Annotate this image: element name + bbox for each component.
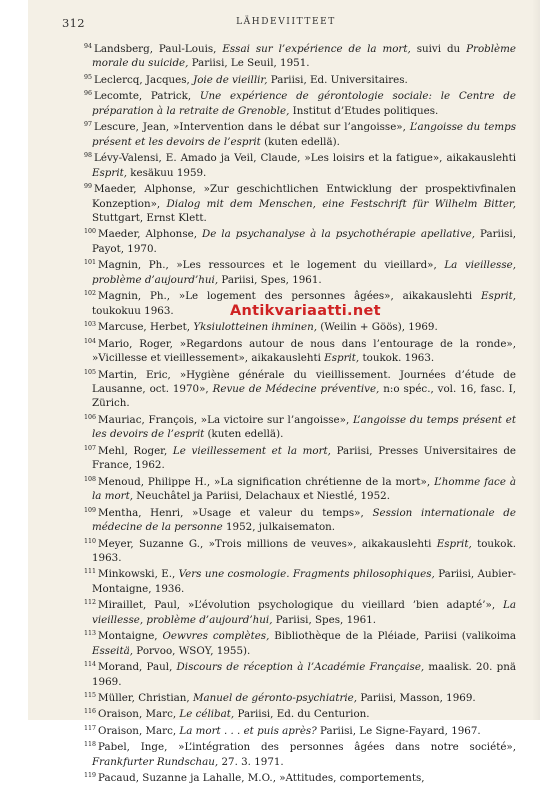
reference-text: toukokuu 1963. [92, 304, 174, 317]
reference-text: (kuten edellä). [260, 135, 340, 148]
reference-text: Leclercq, Jacques, [94, 73, 194, 86]
watermark-text: Antikvariaatti.net [230, 303, 381, 319]
reference-text: Minkowski, E., [98, 568, 179, 581]
reference-text: Oraison, Marc, [98, 708, 180, 721]
reference-title: Une expérience de gérontologie sociale: le Centre de préparation à la retraite de Grenoble, [92, 90, 516, 117]
reference-text: Mauriac, François, »La victoire sur l’angoisse», [98, 413, 353, 426]
reference-entry [84, 256, 516, 287]
reference-text: Neuchâtel ja Pariisi, Delachaux et Niestlé, 1952. [133, 490, 390, 503]
reference-text: (kuten edellä). [204, 428, 284, 441]
reference-text: Magnin, Ph., »Le logement des personnes âgées», aikakauslehti [98, 290, 481, 303]
reference-text: toukok. 1963. [92, 537, 516, 564]
reference-entry [84, 504, 516, 535]
reference-text: Lecomte, Patrick, [94, 90, 200, 103]
reference-text: Magnin, Ph., »Les ressources et le logement du vieillard», [98, 259, 445, 272]
reference-title: Yksiulotteinen ihminen, [193, 321, 317, 334]
reference-number: 115 [84, 692, 97, 700]
reference-title: Dialog mit dem Menschen, eine Festschrift für Wilhelm Bitter, [166, 197, 516, 210]
reference-title: Essai sur l’expérience de la mort, [222, 43, 411, 55]
reference-number: 109 [84, 506, 97, 514]
reference-text: Oraison, Marc, [98, 724, 180, 737]
reference-text: Maeder, Alphonse, [98, 228, 202, 241]
reference-number: 100 [84, 228, 97, 236]
reference-number: 95 [84, 73, 93, 81]
reference-text: Pacaud, Suzanne ja Lahalle, M.O., »Attitudes, comportements, [98, 772, 425, 785]
reference-text: Montaigne, [98, 630, 163, 643]
reference-text: Mario, Roger, »Regardons autour de nous dans l’entourage de la ronde», »Vicillesse et vieillessement», aikakauslehti [92, 337, 516, 365]
reference-number: 108 [84, 475, 97, 483]
page-number: 312 [62, 16, 85, 30]
reference-number: 107 [84, 444, 97, 452]
reference-title: L’angoisse du temps présent et les devoirs de l’esprit [92, 413, 516, 441]
reference-entry [84, 658, 516, 689]
reference-number: 96 [84, 90, 93, 98]
reference-number: 111 [84, 568, 97, 576]
reference-entry [84, 535, 516, 566]
reference-text: Meyer, Suzanne G., »Trois millions de veuves», aikakauslehti [98, 537, 437, 550]
reference-text: Pariisi, Masson, 1969. [357, 692, 476, 705]
reference-title: Oewvres complètes, [162, 630, 270, 643]
reference-entry [84, 118, 516, 149]
reference-entry [84, 769, 516, 785]
reference-number: 116 [84, 708, 97, 716]
reference-title: Esprit, [324, 352, 360, 365]
reference-entry [84, 71, 516, 87]
reference-text: Pariisi, Le Seuil, 1951. [188, 57, 310, 70]
reference-text: Miraillet, Paul, »L’évolution psychologique du vieillard ’bien adapté’», [98, 599, 504, 612]
reference-number: 101 [84, 259, 97, 267]
reference-text: Mehl, Roger, [98, 444, 173, 457]
reference-number: 118 [84, 741, 97, 749]
reference-text: Pariisi, Ed. Universitaires. [267, 73, 408, 86]
reference-number: 117 [84, 724, 97, 732]
reference-text: Martin, Eric, »Hygiène générale du vieillissement. Journées d’étude de Lausanne, oct. 1970», [92, 368, 516, 395]
reference-title: La mort . . . et puis après? [179, 724, 317, 737]
reference-entry [84, 180, 516, 225]
reference-entry [84, 705, 516, 721]
reference-number: 119 [84, 772, 97, 780]
reference-title: Vers une cosmologie. Fragments philosophiques, [178, 568, 435, 581]
reference-number: 106 [84, 413, 97, 421]
reference-title: Le célibat, [179, 708, 235, 721]
reference-text: Pariisi, Presses Universitaires de France, 1962. [92, 444, 516, 472]
reference-text: 27. 3. 1971. [218, 755, 284, 768]
reference-text: Pariisi, Spes, 1961. [272, 613, 377, 626]
reference-number: 110 [84, 537, 97, 545]
reference-entry [84, 40, 516, 71]
reference-text: Pariisi, Aubier-Montaigne, 1936. [92, 568, 516, 595]
reference-number: 94 [84, 43, 93, 50]
reference-number: 99 [84, 183, 93, 191]
reference-title: Manuel de géronto-psychiatrie, [192, 692, 358, 705]
reference-text: Pabel, Inge, »L’intégration des personnes âgées dans notre société», [98, 741, 516, 754]
reference-entry [84, 149, 516, 180]
reference-title: Frankfurter Rundschau, [92, 755, 219, 768]
reference-title: Esprit, [92, 166, 128, 179]
reference-text: (Weilin + Göös), 1969. [316, 321, 438, 334]
reference-title: L’angoisse du temps présent et les devoirs de l’esprit [92, 121, 516, 148]
reference-text: Lévy-Valensi, E. Amado ja Veil, Claude, »Les loisirs et la fatigue», aikakauslehti [94, 152, 516, 165]
page-margin [0, 0, 28, 720]
reference-text: Pariisi, Le Signe-Fayard, 1967. [316, 724, 481, 737]
running-head: LÄHDEVIITTEET [236, 17, 336, 27]
reference-text: Institut d’Etudes politiques. [289, 104, 439, 117]
reference-number: 112 [84, 599, 97, 607]
reference-entry [84, 442, 516, 473]
reference-title: Esseitä, [92, 644, 134, 657]
reference-title: Esprit, [480, 290, 516, 303]
reference-number: 103 [84, 321, 97, 329]
reference-number: 98 [84, 152, 93, 160]
reference-title: Problème morale du suicide, [92, 43, 516, 70]
reference-text: Müller, Christian, [98, 692, 193, 705]
reference-text: kesäkuu 1959. [127, 166, 207, 179]
reference-title: Revue de Médecine préventive, [212, 382, 380, 395]
reference-entry [84, 473, 516, 504]
reference-text: n:o spéc., vol. 16, fasc. I, Zürich. [92, 382, 517, 410]
reference-text: Mentha, Henri, »Usage et valeur du temps», [98, 506, 373, 519]
reference-entry [84, 335, 516, 366]
reference-text: Lescure, Jean, »Intervention dans le débat sur l’angoisse», [94, 121, 410, 134]
reference-entry [84, 411, 516, 442]
reference-entry [84, 87, 516, 118]
reference-text: Morand, Paul, [98, 661, 177, 674]
reference-text: toukok. 1963. [359, 352, 435, 365]
reference-number: 102 [84, 290, 97, 298]
reference-text: 1952, julkaisematon. [222, 521, 336, 534]
reference-list [84, 40, 516, 786]
reference-title: Esprit, [436, 537, 472, 550]
reference-text: Menoud, Philippe H., »La signification chrétienne de la mort», [98, 475, 435, 488]
reference-title: Session internationale de médecine de la personne [92, 506, 516, 534]
reference-number: 104 [84, 337, 97, 345]
reference-entry [84, 565, 516, 596]
reference-title: Le vieillessement et la mort, [172, 444, 331, 457]
reference-title: De la psychanalyse à la psychothérapie apellative, [201, 228, 476, 241]
reference-entry [84, 596, 516, 627]
reference-text: Bibliothèque de la Pléiade, Pariisi (valikoima [269, 630, 516, 643]
reference-text: Pariisi, Payot, 1970. [92, 228, 516, 255]
reference-text: Pariisi, Spes, 1961. [218, 273, 322, 286]
reference-number: 114 [84, 661, 97, 669]
reference-text: suivi du [410, 43, 467, 55]
book-page [28, 0, 540, 785]
reference-entry [84, 738, 516, 769]
reference-number: 97 [84, 121, 93, 129]
reference-number: 105 [84, 368, 97, 376]
reference-title: Discours de réception à l’Académie Française, [176, 661, 425, 674]
reference-text: maalisk. 20. pnä 1969. [92, 661, 516, 688]
reference-text: Maeder, Alphonse, »Zur geschichtlichen Entwicklung der prospektivfinalen Konzeption», [92, 183, 516, 210]
reference-entry [84, 225, 516, 256]
reference-entry [84, 722, 516, 738]
reference-entry [84, 689, 516, 705]
reference-text: Stuttgart, Ernst Klett. [92, 211, 207, 224]
reference-entry [84, 318, 516, 334]
reference-title: La vieillesse, problème d’aujourd’hui, [92, 599, 516, 626]
reference-text: Porvoo, WSOY, 1955). [133, 644, 251, 657]
reference-title: L’homme face à la mort, [92, 475, 516, 503]
reference-text: Pariisi, Ed. du Centurion. [234, 708, 370, 721]
page-header [62, 16, 510, 32]
reference-entry [84, 366, 516, 411]
reference-number: 113 [84, 630, 97, 638]
reference-entry [84, 627, 516, 658]
reference-text: Marcuse, Herbet, [98, 321, 194, 334]
reference-title: Joie de vieillir, [193, 73, 268, 86]
reference-title: La vieillesse, problème d’aujourd’hui, [92, 259, 516, 286]
reference-text: Landsberg, Paul-Louis, [94, 43, 223, 55]
